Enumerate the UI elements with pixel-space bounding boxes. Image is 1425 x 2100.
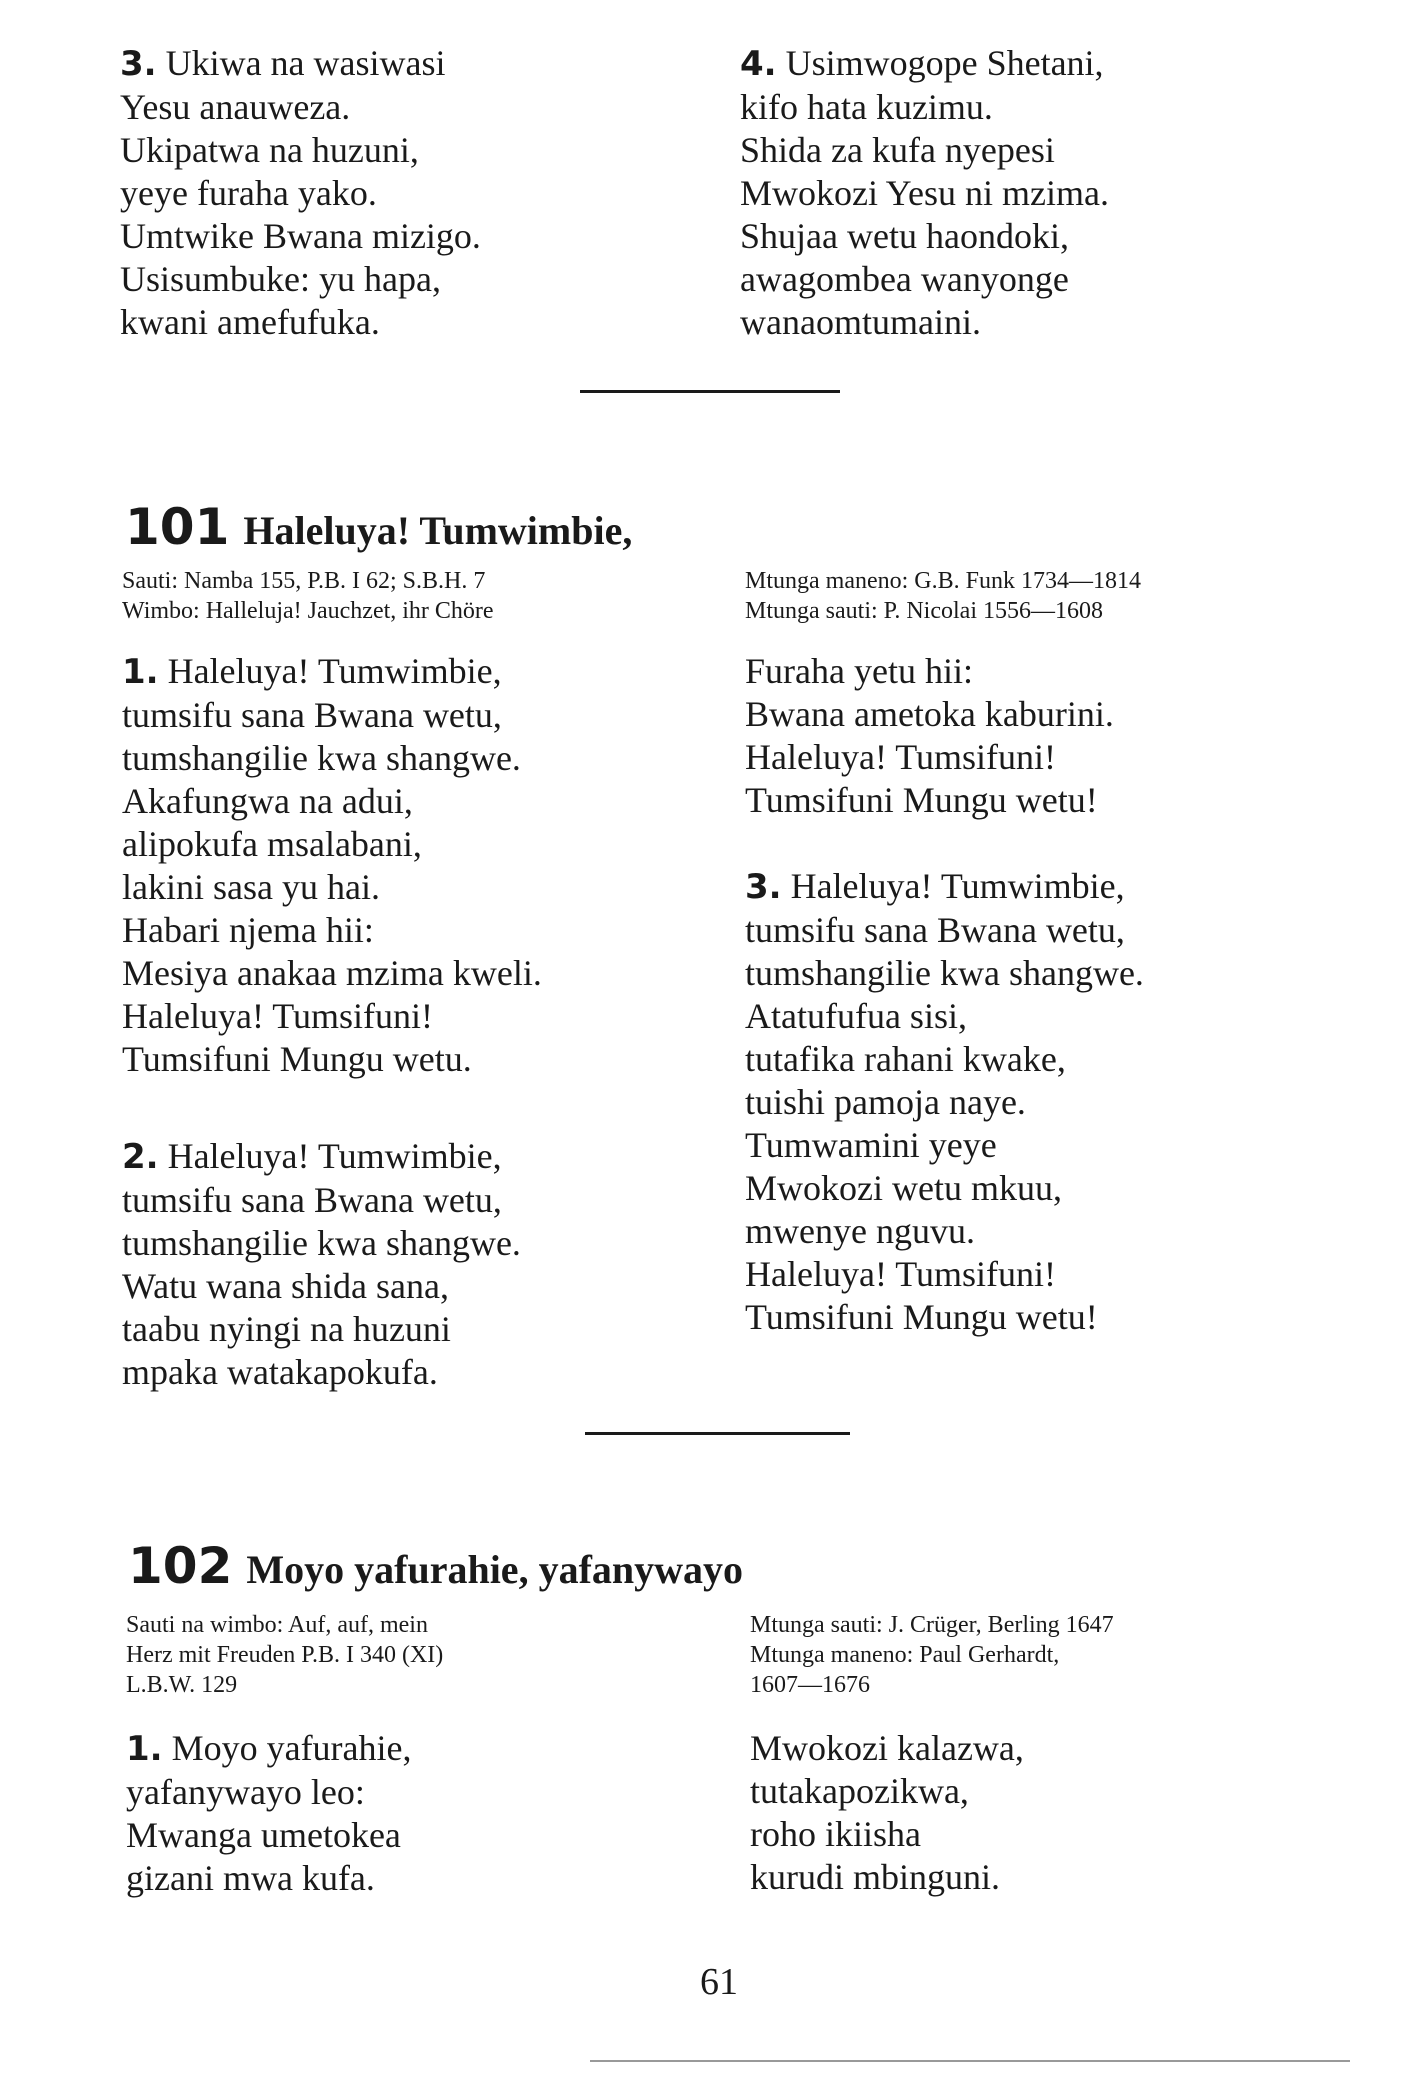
verse-line: Watu wana shida sana, (122, 1266, 449, 1306)
verse-line: wanaomtumaini. (740, 302, 981, 342)
meta-line: Mtunga sauti: J. Crüger, Berling 1647 (750, 1612, 1114, 1638)
meta-line: Herz mit Freuden P.B. I 340 (XI) (126, 1642, 444, 1668)
verse-line: Tumsifuni Mungu wetu! (745, 780, 1098, 820)
verse-line: Mwokozi Yesu ni mzima. (740, 173, 1109, 213)
verse-line: tumsifu sana Bwana wetu, (122, 1180, 502, 1220)
verse-line: Shida za kufa nyepesi (740, 130, 1055, 170)
verse-line: mwenye nguvu. (745, 1211, 975, 1251)
verse-line: Shujaa wetu haondoki, (740, 216, 1069, 256)
verse-line: yafanywayo leo: (126, 1772, 365, 1812)
hymn-102-header (128, 1537, 743, 1595)
verse-first-line: 3. Haleluya! Tumwimbie, (745, 866, 1125, 907)
hymn-102-verse-1-continued (750, 1727, 1024, 1899)
verse-line: Ukipatwa na huzuni, (120, 130, 419, 170)
verse-line: tumshangilie kwa shangwe. (745, 953, 1144, 993)
hymn-101-verse-2 (122, 1135, 521, 1394)
hymn-title: Moyo yafurahie, yafanywayo (246, 1547, 744, 1592)
hymn-101-verse-1 (122, 650, 542, 1081)
meta-line: Wimbo: Halleluja! Jauchzet, ihr Chöre (122, 598, 494, 624)
verse-line: Akafungwa na adui, (122, 781, 413, 821)
verse-line: tuishi pamoja naye. (745, 1082, 1026, 1122)
verse-line: lakini sasa yu hai. (122, 867, 380, 907)
page-number: 61 (700, 1961, 738, 2003)
hymn-100-verse-3 (120, 42, 481, 344)
verse-line: Mesiya anakaa mzima kweli. (122, 953, 542, 993)
meta-line: Sauti: Namba 155, P.B. I 62; S.B.H. 7 (122, 568, 486, 594)
hymn-101-verse-2-continued (745, 650, 1114, 822)
hymn-101-verse-3 (745, 865, 1144, 1339)
meta-line: L.B.W. 129 (126, 1672, 238, 1698)
verse-line: awagombea wanyonge (740, 259, 1069, 299)
verse-line: tumshangilie kwa shangwe. (122, 738, 521, 778)
section-divider (580, 390, 840, 393)
hymn-100-verse-4 (740, 42, 1109, 344)
hymn-101-meta-left (122, 566, 494, 626)
verse-line: alipokufa msalabani, (122, 824, 422, 864)
verse-line: kwani amefufuka. (120, 302, 380, 342)
verse-line: Mwokozi kalazwa, (750, 1728, 1024, 1768)
verse-line: Bwana ametoka kaburini. (745, 694, 1114, 734)
hymn-102-meta-left (126, 1610, 443, 1700)
verse-line: mpaka watakapokufa. (122, 1352, 438, 1392)
hymn-number: 101 (125, 498, 230, 556)
hymn-102-meta-right (750, 1610, 1114, 1700)
verse-line: Haleluya! Tumsifuni! (122, 996, 433, 1036)
verse-number: 3. (120, 44, 157, 84)
hymn-number: 102 (128, 1537, 233, 1595)
verse-line: gizani mwa kufa. (126, 1858, 375, 1898)
verse-first-line: 2. Haleluya! Tumwimbie, (122, 1136, 502, 1177)
verse-line: tutafika rahani kwake, (745, 1039, 1066, 1079)
verse-line: Haleluya! Tumsifuni! (745, 737, 1056, 777)
hymn-title: Haleluya! Tumwimbie, (243, 508, 633, 553)
verse-line: roho ikiisha (750, 1814, 921, 1854)
meta-line: 1607—1676 (750, 1672, 870, 1698)
verse-line: Habari njema hii: (122, 910, 374, 950)
verse-line: Haleluya! Tumsifuni! (745, 1254, 1056, 1294)
verse-line: tumsifu sana Bwana wetu, (745, 910, 1125, 950)
verse-first-line: 4. Usimwogope Shetani, (740, 43, 1104, 84)
hymn-101-header (125, 498, 632, 556)
verse-number: 1. (122, 652, 159, 692)
verse-number: 2. (122, 1137, 159, 1177)
verse-number: 1. (126, 1729, 163, 1769)
verse-line: Furaha yetu hii: (745, 651, 973, 691)
meta-line: Sauti na wimbo: Auf, auf, mein (126, 1612, 428, 1638)
verse-first-line: 1. Haleluya! Tumwimbie, (122, 651, 502, 692)
verse-line: Yesu anauweza. (120, 87, 351, 127)
meta-line: Mtunga sauti: P. Nicolai 1556—1608 (745, 598, 1103, 624)
section-divider (585, 1432, 850, 1435)
verse-line: Usisumbuke: yu hapa, (120, 259, 441, 299)
verse-line: Tumwamini yeye (745, 1125, 997, 1165)
verse-first-line: 3. Ukiwa na wasiwasi (120, 43, 446, 84)
verse-line: tutakapozikwa, (750, 1771, 969, 1811)
verse-number: 3. (745, 867, 782, 907)
meta-line: Mtunga maneno: Paul Gerhardt, (750, 1642, 1060, 1668)
verse-number: 4. (740, 44, 777, 84)
meta-line: Mtunga maneno: G.B. Funk 1734—1814 (745, 568, 1141, 594)
verse-line: tumshangilie kwa shangwe. (122, 1223, 521, 1263)
verse-line: taabu nyingi na huzuni (122, 1309, 451, 1349)
verse-line: Atatufufua sisi, (745, 996, 967, 1036)
verse-line: tumsifu sana Bwana wetu, (122, 695, 502, 735)
hymn-101-meta-right (745, 566, 1141, 626)
footer-rule (590, 2060, 1350, 2062)
verse-line: kurudi mbinguni. (750, 1857, 1000, 1897)
verse-line: Mwanga umetokea (126, 1815, 401, 1855)
verse-first-line: 1. Moyo yafurahie, (126, 1728, 412, 1769)
verse-line: Tumsifuni Mungu wetu! (745, 1297, 1098, 1337)
verse-line: Umtwike Bwana mizigo. (120, 216, 481, 256)
verse-line: Tumsifuni Mungu wetu. (122, 1039, 472, 1079)
verse-line: kifo hata kuzimu. (740, 87, 993, 127)
verse-line: Mwokozi wetu mkuu, (745, 1168, 1062, 1208)
verse-line: yeye furaha yako. (120, 173, 377, 213)
hymn-102-verse-1 (126, 1727, 412, 1900)
